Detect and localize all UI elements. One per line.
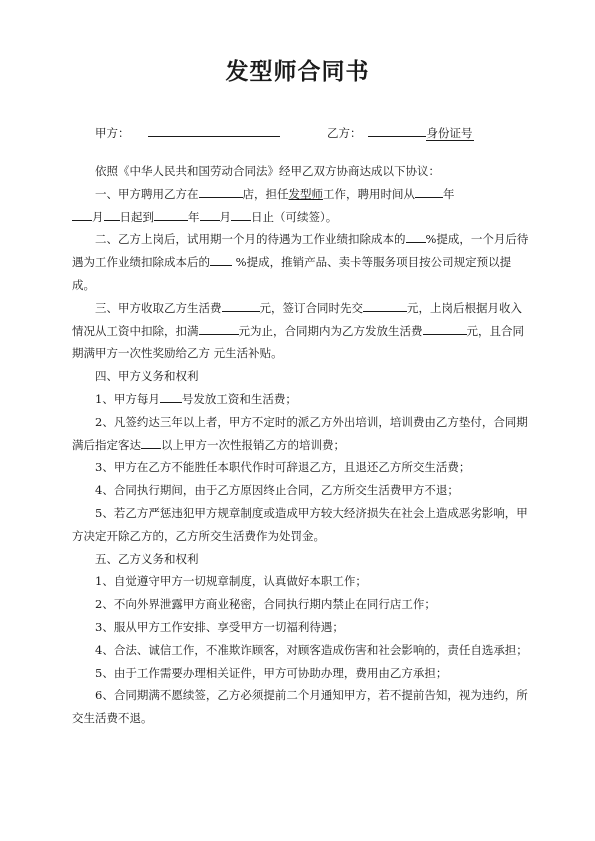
clause-2-text-c: %提成，推销产品、卖卡等服务项目按公司规定预以提成。 (72, 255, 512, 292)
party-b-label: 乙方： (327, 126, 362, 140)
clause-2-text-b: %提成，一个月后待遇为工作业绩扣除成本后的 (72, 232, 529, 270)
s5-item-3: 3、服从甲方工作安排、享受甲方一切福利待遇； (95, 619, 344, 634)
deposit-blank[interactable] (363, 297, 407, 312)
allowance-blank[interactable] (423, 320, 467, 335)
start-month-blank[interactable] (72, 206, 92, 221)
payday-blank[interactable] (160, 388, 182, 403)
clause-3-text-c: 元，上岗后根据月收入情况从工资中扣除，扣满 (72, 300, 522, 338)
s4-item-2 (72, 411, 532, 457)
parties-row (95, 122, 545, 142)
end-day-blank[interactable] (231, 206, 251, 221)
s4-item-5: 5、若乙方严惩违犯甲方规章制度或造成甲方较大经济损失在社会上造成恶劣影响，甲方决定开除乙方的，乙方所交生活费作为处罚金。 (72, 505, 528, 543)
party-b-blank[interactable] (368, 122, 426, 137)
clause-3-text-b: 元，签订合同时先交 (259, 300, 363, 315)
party-a-label: 甲方： (95, 126, 130, 140)
s5-item-6: 6、合同期满不愿续签，乙方必须提前二个月通知甲方，若不提前告知，视为违约，所交生活费不退。 (72, 688, 528, 726)
s4-item-1-text-b: 号发放工资和生活费； (181, 391, 297, 406)
clause-3 (72, 297, 532, 365)
s4-item-1 (72, 388, 532, 411)
section-4-heading: 四、甲方义务和权利 (95, 369, 199, 384)
store-name-blank[interactable] (199, 183, 243, 198)
intro-paragraph: 依照《中华人民共和国劳动合同法》经甲乙双方协商达成以下协议： (95, 164, 440, 178)
s4-item-1-text-a: 1、甲方每月 (95, 391, 160, 406)
party-a-field (95, 122, 280, 143)
clause-2-text-a: 二、乙方上岗后，试用期一个月的待遇为工作业绩扣除成本的 (95, 232, 406, 247)
s5-item-4: 4、合法、诚信工作，不准欺诈顾客，对顾客造成伤害和社会影响的，责任自选承担； (95, 642, 528, 657)
clause-1 (72, 183, 532, 229)
deduction-limit-blank[interactable] (199, 320, 239, 335)
customer-target-blank[interactable] (141, 434, 161, 449)
clause-3-text-e: 元，且合同期满甲方一次性奖励给乙方 元生活补贴。 (72, 323, 524, 361)
clause-1-month-label: 月 (92, 209, 104, 224)
clause-1-year-label: 年 (443, 186, 455, 201)
s4-item-2-text-a: 2、凡签约达三年以上者，甲方不定时的派乙方外出培训，培训费由乙方垫付，合同期满后指定客达 (72, 414, 528, 452)
document-title: 发型师合同书 (225, 59, 370, 85)
s4-item-4: 4、合同执行期间，由于乙方原因终止合同，乙方所交生活费甲方不退； (95, 483, 459, 498)
end-year-blank[interactable] (154, 206, 188, 221)
trial-commission-blank[interactable] (406, 228, 426, 243)
s5-item-1: 1、自觉遵守甲方一切规章制度，认真做好本职工作； (95, 574, 367, 589)
party-b-id-label: 身份证号 (426, 126, 473, 140)
regular-commission-blank[interactable] (210, 251, 232, 266)
party-a-blank[interactable] (148, 122, 280, 137)
clause-1-end-year-label: 年 (188, 209, 200, 224)
clause-1-text-i: 日止（可续签）。 (251, 209, 338, 224)
clause-1-text-f: 日起到 (119, 209, 154, 224)
start-day-blank[interactable] (104, 206, 120, 221)
end-month-blank[interactable] (200, 206, 220, 221)
s4-item-2-text-b: 以上甲方一次性报销乙方的培训费； (161, 437, 345, 452)
clause-3-text-d: 元为止，合同期内为乙方发放生活费 (238, 323, 423, 338)
s4-item-3: 3、甲方在乙方不能胜任本职代作时可辞退乙方，且退还乙方所交生活费； (95, 460, 471, 475)
clause-2 (72, 228, 532, 296)
clause-1-text-b: 店，担任 (242, 186, 289, 201)
start-year-blank[interactable] (415, 183, 443, 198)
job-title: 发型师 (288, 186, 323, 201)
section-5-heading: 五、乙方义务和权利 (95, 551, 199, 566)
s5-item-2: 2、不向外界泄露甲方商业秘密，合同执行期内禁止在同行店工作； (95, 597, 436, 612)
clause-1-end-month-label: 月 (219, 209, 231, 224)
contract-body (72, 160, 532, 730)
clause-3-text-a: 三、甲方收取乙方生活费 (95, 300, 222, 315)
clause-1-text-c: 工作，聘用时间从 (323, 186, 415, 201)
s5-item-5: 5、由于工作需要办理相关证件，甲方可协助办理，费用由乙方承担； (95, 665, 448, 680)
living-fee-blank[interactable] (222, 297, 260, 312)
party-b-field (327, 122, 474, 143)
clause-1-text-a: 一、甲方聘用乙方在 (95, 186, 199, 201)
